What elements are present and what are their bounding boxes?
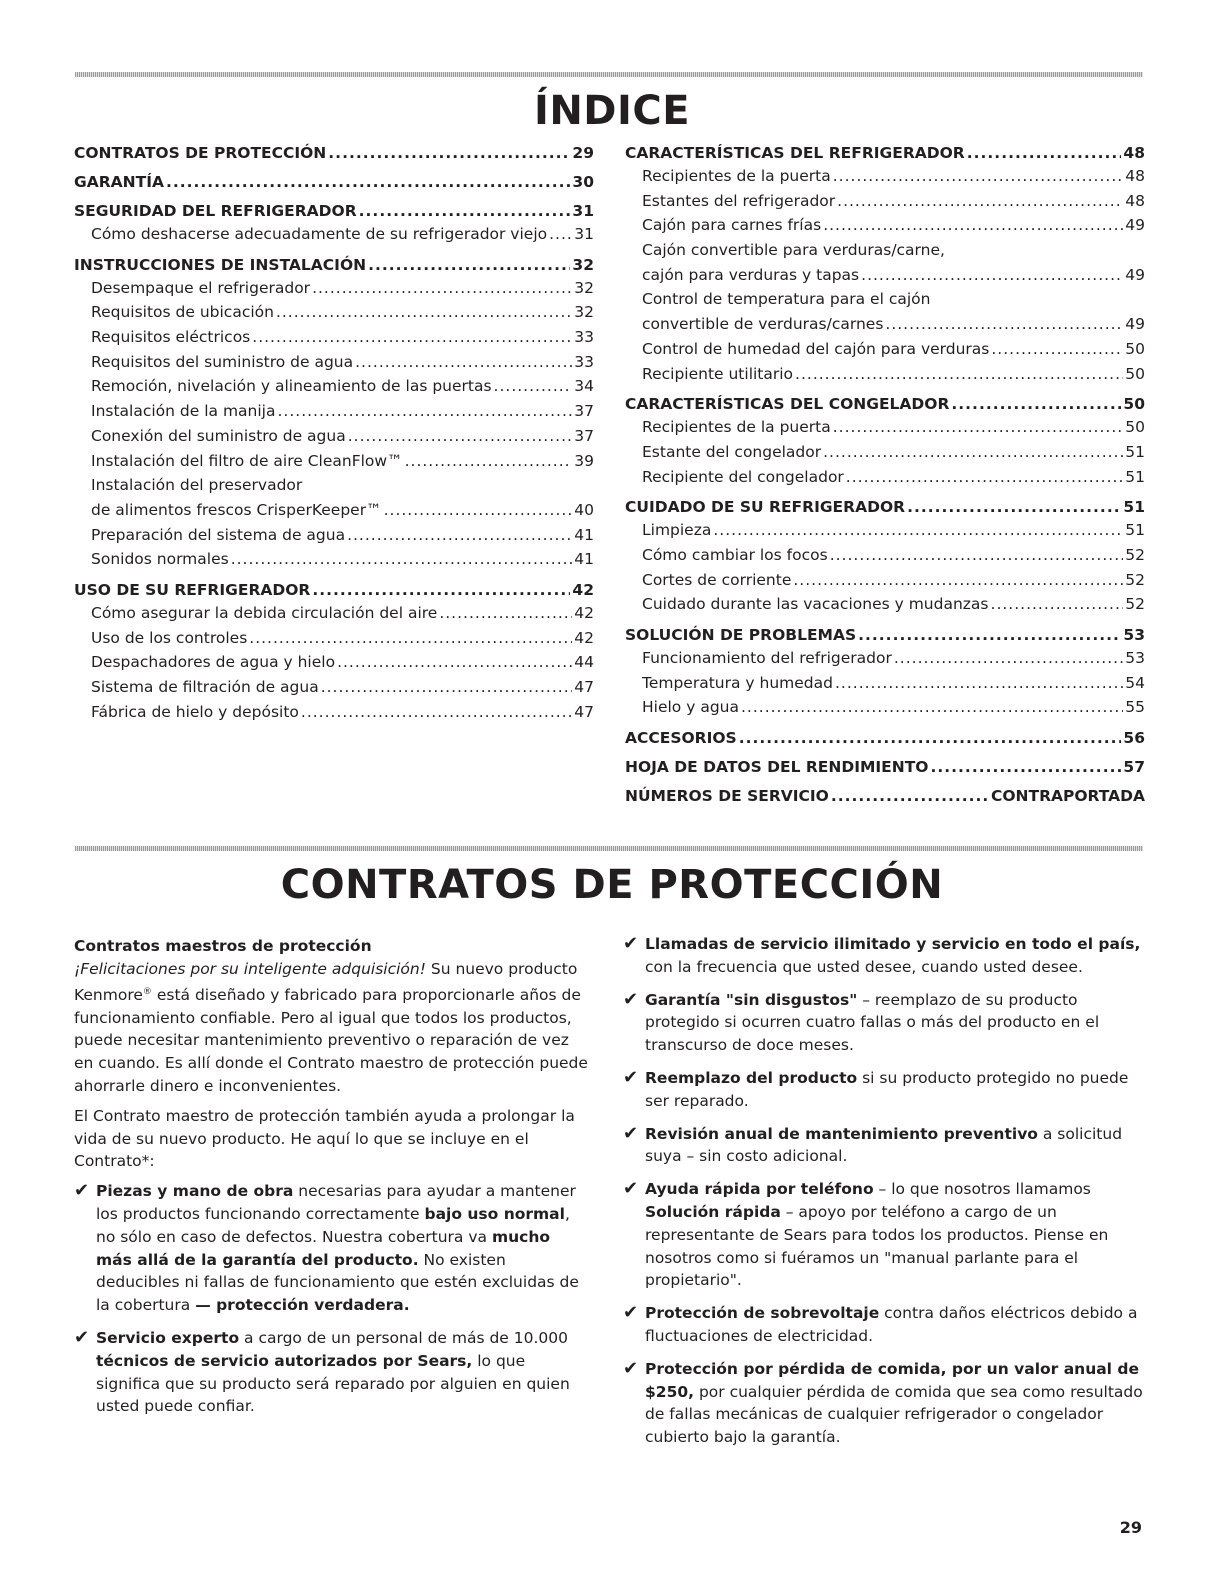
toc-subentry	[74, 402, 594, 427]
toc-subentry	[74, 678, 594, 703]
toc-page-number: CONTRAPORTADA	[990, 787, 1145, 806]
toc-dot-leader	[833, 418, 1124, 436]
toc-subentry	[625, 216, 1145, 241]
benefit-text: – lo que nosotros llamamos	[873, 1180, 1091, 1199]
toc-page-number: 48	[1125, 191, 1145, 210]
toc-entry-label: CARACTERÍSTICAS DEL REFRIGERADOR	[625, 144, 965, 162]
toc-page-number: 44	[574, 653, 594, 672]
toc-subentry	[625, 649, 1145, 674]
checkmark-icon: ✔	[623, 1357, 639, 1379]
toc-dot-leader	[894, 649, 1123, 667]
toc-entry-label: ACCESORIOS	[625, 729, 737, 748]
toc-entry-label: Cajón para carnes frías	[642, 216, 822, 235]
toc-entry-label: Cortes de corriente	[642, 570, 792, 589]
contracts-right-column	[623, 933, 1145, 1459]
toc-dot-leader	[741, 698, 1123, 716]
toc-entry-label: INSTRUCCIONES DE INSTALACIÓN	[74, 255, 367, 274]
toc-dot-leader	[795, 365, 1123, 383]
toc-dot-leader	[793, 571, 1123, 589]
benefit-bold-text: Garantía "sin disgustos"	[645, 990, 858, 1009]
section-rule	[75, 846, 1143, 851]
toc-entry-label: Cuidado durante las vacaciones y mudanzas	[642, 595, 989, 614]
toc-entry-label: GARANTÍA	[74, 173, 164, 191]
toc-page-number: 51	[1125, 442, 1145, 461]
toc-entry-label: de alimentos frescos CrisperKeeper™	[91, 500, 382, 519]
benefit-item	[623, 1358, 1145, 1449]
toc-subentry	[625, 468, 1145, 493]
toc-page-number: 47	[574, 678, 594, 696]
toc-dot-leader	[312, 581, 570, 599]
toc-section-entry	[74, 202, 594, 225]
intro-italic: ¡Felicitaciones por su inteligente adquisición!	[74, 959, 426, 978]
benefit-text: , no sólo en caso de defectos. Nuestra cobertura va	[96, 1204, 570, 1246]
toc-dot-leader	[831, 787, 989, 805]
benefit-item	[623, 1302, 1145, 1348]
toc-entry-label: NÚMEROS DE SERVICIO	[625, 787, 829, 806]
toc-entry-label: cajón para verduras y tapas	[642, 265, 860, 284]
toc-subentry	[625, 290, 1145, 315]
toc-subentry	[74, 550, 594, 575]
toc-dot-leader	[830, 546, 1124, 564]
toc-subentry	[625, 443, 1145, 468]
intro-text-1: Su nuevo producto Kenmore	[74, 959, 578, 1004]
toc-page-number: 51	[1125, 467, 1145, 486]
toc-section-entry	[74, 144, 594, 167]
benefit-text: si su producto protegido no puede ser reparado.	[645, 1068, 1129, 1110]
toc-section-entry	[625, 395, 1145, 418]
toc-dot-leader	[439, 604, 572, 622]
benefit-bold-text: técnicos de servicio autorizados por Sears,	[96, 1351, 473, 1370]
toc-entry-label: USO DE SU REFRIGERADOR	[74, 580, 311, 599]
toc-dot-leader	[885, 315, 1123, 333]
toc-dot-leader	[835, 674, 1123, 692]
toc-subentry	[625, 571, 1145, 596]
toc-page-number: 48	[1125, 167, 1145, 185]
toc-page-number: 33	[574, 352, 594, 371]
toc-entry-label: Estantes del refrigerador	[642, 191, 836, 210]
index-title: ÍNDICE	[533, 88, 691, 134]
toc-entry-label: HOJA DE DATOS DEL RENDIMIENTO	[625, 758, 929, 777]
toc-subentry	[74, 225, 594, 250]
benefit-item	[623, 1067, 1145, 1113]
benefit-bold-text: Piezas y mano de obra	[96, 1182, 294, 1201]
toc-dot-leader	[846, 468, 1123, 486]
toc-page-number: 50	[1125, 418, 1145, 437]
benefit-item	[74, 1327, 589, 1418]
toc-page-number: 51	[1125, 521, 1145, 540]
toc-page-number: 39	[574, 451, 594, 470]
toc-page-number: 57	[1123, 758, 1145, 777]
toc-subentry	[625, 241, 1145, 266]
toc-dot-leader	[312, 279, 572, 297]
toc-entry-label: Hielo y agua	[642, 698, 739, 717]
toc-subentry	[74, 353, 594, 378]
benefits-list-left	[74, 1180, 589, 1418]
toc-entry-label: Preparación del sistema de agua	[91, 525, 346, 544]
toc-section-entry	[625, 729, 1145, 752]
toc-page-number: 49	[1125, 265, 1145, 284]
toc-dot-leader	[405, 452, 573, 470]
benefit-text: contra daños eléctricos debido a fluctuaciones de electricidad.	[645, 1304, 1138, 1345]
toc-page-number: 32	[572, 255, 594, 274]
toc-subentry	[625, 698, 1145, 723]
toc-page-number: 40	[574, 500, 594, 519]
benefit-item	[623, 1178, 1145, 1292]
toc-dot-leader	[837, 192, 1123, 210]
benefit-item	[623, 933, 1145, 979]
toc-entry-label: CARACTERÍSTICAS DEL CONGELADOR	[625, 395, 950, 414]
toc-dot-leader	[967, 144, 1122, 162]
toc-page-number: 51	[1123, 498, 1145, 517]
toc-page-number: 34	[574, 377, 594, 396]
benefit-text: lo que significa que su producto será reparado por alguien en quien usted puede confiar.	[96, 1351, 570, 1416]
toc-dot-leader	[858, 626, 1121, 644]
toc-dot-leader	[249, 629, 572, 647]
toc-entry-label: Recipientes de la puerta	[642, 418, 831, 437]
toc-subentry	[74, 629, 594, 654]
benefit-bold-text: Llamadas de servicio ilimitado y servicio en todo el país,	[645, 935, 1141, 953]
toc-page-number: 32	[574, 278, 594, 297]
toc-subentry	[74, 476, 594, 501]
benefit-text: necesarias para ayudar a mantener los productos funcionando correctamente	[96, 1182, 576, 1223]
toc-entry-label: Recipientes de la puerta	[642, 167, 831, 185]
benefit-bold-text: Ayuda rápida por teléfono	[645, 1180, 874, 1199]
benefit-text: a cargo de un personal de más de 10.000	[239, 1328, 569, 1347]
toc-dot-leader	[321, 678, 573, 696]
toc-page-number: 42	[572, 580, 594, 599]
toc-subentry	[74, 303, 594, 328]
toc-dot-leader	[328, 144, 570, 162]
coverage-paragraph: El Contrato maestro de protección también ayuda a prolongar la vida de su nuevo producto. He aquí lo que se incluye en el Contrato*:	[74, 1106, 575, 1171]
toc-dot-leader	[823, 216, 1123, 234]
toc-dot-leader	[337, 653, 572, 671]
toc-page-number: 33	[574, 328, 594, 347]
toc-subentry	[625, 266, 1145, 291]
toc-dot-leader	[951, 395, 1121, 413]
toc-entry-label: convertible de verduras/carnes	[642, 315, 884, 334]
toc-dot-leader	[991, 340, 1123, 358]
registered-mark: ®	[142, 986, 152, 997]
toc-page-number: 50	[1125, 364, 1145, 383]
intro-text-2: está diseñado y fabricado para proporcionarle años de funcionamiento confiable. Pero al igual que todos los productos, puede necesitar mantenimiento preventivo o reparación de vez en cuando. Es allí donde el Contrato maestro de protección puede ahorrarle dinero e inconvenientes.	[74, 985, 588, 1095]
toc-page-number: 52	[1125, 570, 1145, 589]
top-rule	[75, 72, 1143, 77]
checkmark-icon: ✔	[74, 1180, 90, 1202]
toc-page-number: 53	[1123, 626, 1145, 644]
toc-page-number: 49	[1125, 315, 1145, 334]
toc-subentry	[625, 546, 1145, 571]
toc-entry-label: Sonidos normales	[91, 550, 229, 569]
toc-page-number: 41	[574, 525, 594, 544]
benefit-bold-text: Revisión anual de mantenimiento preventivo	[645, 1124, 1038, 1143]
toc-page-number: 52	[1125, 545, 1145, 564]
toc-subentry	[74, 703, 594, 728]
toc-subentry	[74, 526, 594, 551]
benefit-bold-text: Protección por pérdida de comida, por un valor anual de $250,	[645, 1359, 1140, 1401]
toc-subentry	[74, 501, 594, 526]
benefit-bold-text: mucho más allá de la garantía del producto.	[96, 1227, 551, 1269]
checkmark-icon: ✔	[623, 933, 639, 954]
benefit-bold-text: Reemplazo del producto	[645, 1068, 858, 1087]
toc-dot-leader	[277, 402, 572, 420]
toc-entry-label: Cómo asegurar la debida circulación del aire	[91, 603, 438, 622]
toc-entry-label: Remoción, nivelación y alineamiento de las puertas	[91, 377, 492, 396]
benefit-bold-text: Protección de sobrevoltaje	[645, 1304, 880, 1323]
benefit-item	[623, 1123, 1145, 1169]
toc-dot-leader	[494, 377, 573, 395]
benefit-item	[623, 989, 1145, 1057]
toc-dot-leader	[549, 225, 572, 243]
toc-subentry	[625, 418, 1145, 443]
toc-entry-label: Control de temperatura para el cajón	[642, 290, 931, 309]
toc-page-number: 42	[574, 628, 594, 647]
toc-dot-leader	[231, 550, 573, 568]
toc-page-number: 55	[1125, 698, 1145, 717]
toc-dot-leader	[384, 501, 573, 519]
toc-section-entry	[625, 758, 1145, 781]
toc-dot-leader	[301, 703, 572, 721]
toc-section-entry	[625, 144, 1145, 167]
toc-page-number: 52	[1125, 595, 1145, 614]
toc-page-number: 37	[574, 426, 594, 445]
toc-entry-label: SOLUCIÓN DE PROBLEMAS	[625, 626, 857, 644]
benefit-bold-text: — protección verdadera.	[195, 1296, 410, 1315]
toc-page-number: 42	[574, 603, 594, 622]
checkmark-icon: ✔	[623, 1178, 639, 1200]
toc-page-number: 29	[572, 144, 594, 162]
toc-section-entry	[74, 581, 594, 604]
toc-entry-label: Limpieza	[642, 521, 712, 540]
toc-dot-leader	[348, 427, 573, 445]
toc-entry-label: Conexión del suministro de agua	[91, 426, 346, 445]
toc-entry-label: Desempaque el refrigerador	[91, 278, 311, 297]
toc-page-number: 48	[1123, 144, 1145, 162]
contracts-subheading: Contratos maestros de protección	[74, 937, 372, 955]
toc-entry-label: Temperatura y humedad	[642, 673, 833, 692]
toc-entry-label: Cajón convertible para verduras/carne,	[642, 241, 945, 260]
toc-entry-label: Requisitos eléctricos	[91, 328, 251, 347]
benefit-text: con la frecuencia que usted desee, cuando usted desee.	[645, 957, 1083, 976]
toc-entry-label: Cómo deshacerse adecuadamente de su refrigerador viejo	[91, 225, 548, 243]
toc-subentry	[74, 653, 594, 678]
toc-subentry	[625, 167, 1145, 192]
toc-subentry	[74, 328, 594, 353]
toc-subentry	[74, 427, 594, 452]
toc-dot-leader	[823, 443, 1123, 461]
toc-entry-label: Fábrica de hielo y depósito	[91, 702, 299, 721]
toc-dot-leader	[907, 498, 1121, 516]
toc-dot-leader	[355, 353, 572, 371]
toc-left-column	[74, 144, 594, 727]
toc-entry-label: Uso de los controles	[91, 628, 248, 647]
toc-entry-label: Estante del congelador	[642, 442, 822, 461]
toc-dot-leader	[713, 521, 1123, 539]
toc-entry-label: Recipiente del congelador	[642, 467, 844, 486]
toc-section-entry	[625, 498, 1145, 521]
toc-page-number: 32	[574, 303, 594, 322]
benefit-item	[74, 1180, 589, 1317]
toc-dot-leader	[368, 256, 570, 274]
checkmark-icon: ✔	[623, 988, 639, 1010]
checkmark-icon: ✔	[74, 1326, 90, 1348]
toc-subentry	[625, 595, 1145, 620]
toc-entry-label: Funcionamiento del refrigerador	[642, 649, 892, 667]
toc-subentry	[625, 192, 1145, 217]
checkmark-icon: ✔	[623, 1066, 639, 1088]
benefit-text: – apoyo por teléfono a cargo de un representante de Sears para todos los productos. Piense en nosotros como si fuéramos un "manual parlante para el propietario".	[645, 1202, 1109, 1290]
toc-section-entry	[74, 256, 594, 279]
toc-page-number: 30	[572, 173, 594, 191]
toc-subentry	[74, 279, 594, 304]
checkmark-icon: ✔	[623, 1122, 639, 1144]
benefit-text: No existen deducibles ni fallas de funcionamiento que estén excluidas de la cobertura	[96, 1250, 579, 1315]
toc-subentry	[625, 521, 1145, 546]
toc-page-number: 31	[574, 225, 594, 243]
toc-dot-leader	[276, 303, 572, 321]
toc-dot-leader	[861, 266, 1123, 284]
toc-subentry	[625, 365, 1145, 390]
toc-subentry	[74, 604, 594, 629]
toc-subentry	[74, 452, 594, 477]
benefit-text: – reemplazo de su producto protegido si ocurren cuatro fallas o más del producto en el transcurso de doce meses.	[645, 990, 1100, 1055]
toc-section-entry	[625, 626, 1145, 649]
toc-page-number: 54	[1125, 673, 1145, 692]
toc-dot-leader	[359, 202, 571, 220]
toc-dot-leader	[252, 328, 572, 346]
toc-entry-label: Requisitos de ubicación	[91, 303, 274, 322]
toc-right-column	[625, 144, 1145, 810]
toc-dot-leader	[739, 729, 1122, 747]
toc-entry-label: Instalación del filtro de aire CleanFlow™	[91, 451, 403, 470]
contracts-title: CONTRATOS DE PROTECCIÓN	[280, 862, 944, 908]
contracts-left-column	[74, 935, 589, 1428]
toc-section-entry	[625, 787, 1145, 810]
benefit-bold-text: Servicio experto	[96, 1328, 240, 1347]
toc-page-number: 53	[1125, 649, 1145, 667]
toc-entry-label: Recipiente utilitario	[642, 364, 794, 383]
toc-page-number: 37	[574, 402, 594, 421]
toc-dot-leader	[833, 167, 1124, 185]
benefit-bold-text: Solución rápida	[645, 1202, 781, 1221]
toc-dot-leader	[347, 526, 572, 544]
toc-page-number: 50	[1123, 395, 1145, 414]
toc-entry-label: Control de humedad del cajón para verduras	[642, 339, 990, 358]
toc-entry-label: Cómo cambiar los focos	[642, 545, 828, 564]
benefit-text: por cualquier pérdida de comida que sea como resultado de fallas mecánicas de cualquier refrigerador o congelador cubierto bajo la garantía.	[645, 1382, 1143, 1447]
toc-section-entry	[74, 173, 594, 196]
toc-entry-label: Sistema de filtración de agua	[91, 678, 319, 696]
toc-dot-leader	[166, 173, 570, 191]
intro-paragraph	[74, 958, 589, 1098]
toc-subentry	[625, 340, 1145, 365]
toc-page-number: 31	[572, 202, 594, 220]
toc-page-number: 47	[574, 702, 594, 721]
toc-entry-label: SEGURIDAD DEL REFRIGERADOR	[74, 202, 357, 220]
toc-subentry	[625, 674, 1145, 699]
toc-dot-leader	[991, 595, 1124, 613]
toc-subentry	[625, 315, 1145, 340]
toc-page-number: 56	[1123, 729, 1145, 748]
toc-page-number: 49	[1125, 216, 1145, 235]
toc-entry-label: CUIDADO DE SU REFRIGERADOR	[625, 498, 906, 517]
toc-page-number: 50	[1125, 339, 1145, 358]
toc-dot-leader	[930, 758, 1121, 776]
benefit-text: a solicitud suya – sin costo adicional.	[645, 1124, 1123, 1166]
toc-entry-label: Despachadores de agua y hielo	[91, 653, 336, 672]
benefit-bold-text: bajo uso normal	[424, 1204, 565, 1223]
toc-entry-label: CONTRATOS DE PROTECCIÓN	[74, 144, 327, 162]
toc-entry-label: Instalación del preservador	[91, 476, 303, 495]
toc-entry-label: Instalación de la manija	[91, 402, 276, 421]
toc-page-number: 41	[574, 550, 594, 569]
page-number: 29	[1119, 1518, 1142, 1537]
benefits-list-right	[623, 933, 1145, 1449]
toc-entry-label: Requisitos del suministro de agua	[91, 352, 354, 371]
checkmark-icon: ✔	[623, 1302, 639, 1324]
toc-subentry	[74, 377, 594, 402]
